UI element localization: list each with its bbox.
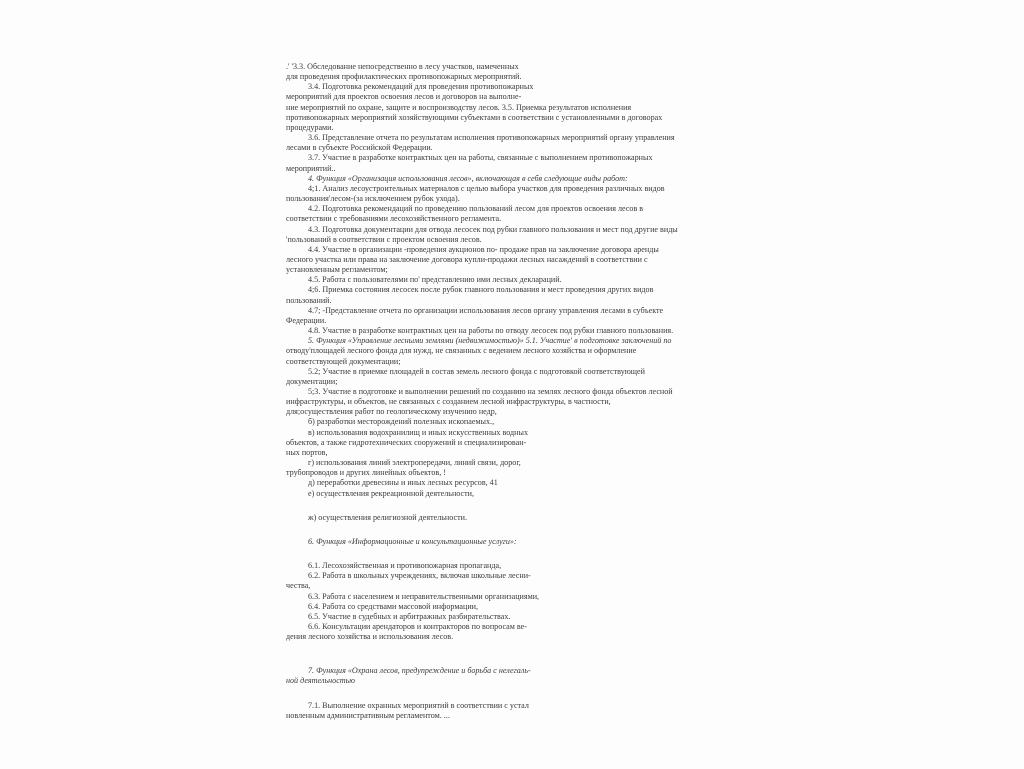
text-line: мероприятий для проектов освоения лесов и договоров на выполне-	[286, 92, 522, 102]
text-line: 4;1. Анализ лесоустроительных материалов с целью выбора участков для проведения различных видов	[308, 183, 665, 193]
text-line: трубопроводов и других линейных объектов, !	[286, 468, 446, 478]
text-line: лесами в субъекте Российской Федерации.	[286, 143, 433, 153]
text-line: 4.5. Работа с пользователями по' представлению ими лесных деклараций.	[308, 275, 562, 285]
line-gap	[286, 499, 738, 513]
text-line: 5.2; Участие в приемке площадей в состав земель лесного фонда с подготовкой соответствующей	[308, 366, 645, 376]
text-line: г) использования линий электропередачи, линий связи, дорог,	[308, 458, 521, 468]
text-line: е) осуществления рекреационной деятельности,	[308, 488, 475, 498]
text-line: 3.7. Участие в разработке контрактных цен на работы, связанные с выполнением противопожарных	[308, 153, 653, 163]
text-line: ние мероприятий по охране, защите и воспроизводству лесов. 3.5. Приемка результатов исполнения	[286, 102, 632, 112]
line-gap	[286, 642, 738, 666]
text-line: 4.3. Подготовка документации для отвода лесосек под рубки главного пользования и мест под другие виды	[308, 224, 678, 234]
text-line: 4.2. Подготовка рекомендаций по проведению пользований лесом для проектов освоения лесов в	[308, 204, 644, 214]
text-line: 6.4. Работа со средствами массовой информации,	[308, 601, 478, 611]
text-line: 7.1. Выполнение охранных мероприятий в соответствии с устал	[308, 700, 529, 710]
line-gap	[286, 687, 738, 701]
text-line: 6.1. Лесохозяйственная и противопожарная пропаганда,	[308, 561, 502, 571]
text-line: 4. Функция «Организация использования лесов», включающая в себя следующие виды работ:	[308, 173, 628, 183]
text-line: Федерации.	[286, 315, 327, 325]
text-line: дения лесного хозяйства и использования лесов.	[286, 632, 454, 642]
text-line: 3.6. Представление отчета по результатам исполнения противопожарных мероприятий органу управления	[308, 133, 675, 143]
document-text	[286, 62, 738, 721]
text-line: инфраструктуры, и объектов, не связанных с созданием лесной инфраструктуры, в частности,	[286, 397, 611, 407]
line-gap	[286, 547, 738, 561]
text-line: 6.2. Работа в школьных учреждениях, включая школьные лесни-	[308, 571, 531, 581]
text-line: 6. Функция «Информационные и консультационные услуги»:	[308, 536, 517, 546]
text-line: ной деятельностью	[286, 676, 356, 686]
text-line: соответствующей документации;	[286, 356, 401, 366]
text-line: противопожарных мероприятий хозяйствующими субъектами в соответствии с установленными в договорах	[286, 112, 663, 122]
text-line: б) разработки месторождений полезных ископаемых.,	[308, 417, 495, 427]
text-line: пользования'лесом-(за исключением рубок ухода).	[286, 194, 460, 204]
text-line: 4.4. Участие в организации -проведения аукционов по- продаже прав на заключение договора аренды	[308, 244, 659, 254]
text-line: чества,	[286, 581, 311, 591]
text-line: 7. Функция «Охрана лесов, предупреждение и борьба с нелегаль-	[308, 666, 531, 676]
text-line: для;осуществления работ по геологическому изучению недр,	[286, 407, 497, 417]
text-line: новленным административным регламентом. ...	[286, 710, 450, 720]
text-line: ж) осуществления религиозной деятельности.	[308, 512, 467, 522]
text-line: объектов, а также гидротехнических сооружений и специализирован-	[286, 437, 527, 447]
text-line: мероприятий..	[286, 163, 336, 173]
text-line: отводу'площадей лесного фонда для нужд, не связанных с ведением лесного хозяйства и оформление	[286, 346, 637, 356]
text-line: д) переработки древесины и иных лесных ресурсов, 41	[308, 478, 498, 488]
text-line: 3.4. Подготовка рекомендаций для проведения противопожарных	[308, 82, 534, 92]
text-line: .' '3.3. Обследование непосредственно в лесу участков, намеченных	[286, 62, 519, 71]
text-line: процедурами.	[286, 122, 334, 132]
line-gap	[286, 523, 738, 537]
text-line: 6.3. Работа с населением и неправительственными организациями,	[308, 591, 540, 601]
text-line: документации;	[286, 376, 338, 386]
text-line: в) использования водохранилищ и иных искусственных водных	[308, 427, 528, 437]
text-line: 6.6. Консультации арендаторов и контракторов по вопросам ве-	[308, 621, 527, 631]
text-line: 4;6. Приемка состояния лесосек после рубок главного пользования и мест проведения других видов	[308, 285, 654, 295]
text-line: для проведения профилактических противопожарных мероприятий.	[286, 72, 522, 82]
text-line: 5;3. Участие в подготовке и выполнении решений по созданию на землях лесного фонда объектов лесной	[308, 387, 673, 396]
text-line: 6.5. Участие в судебных и арбитражных разбирательствах.	[308, 611, 511, 621]
text-line: лесного участка или права на заключение договора купли-продажи лесных насаждений в соответствии с	[286, 254, 648, 264]
text-line: пользований.	[286, 295, 332, 305]
text-line: 4.8. Участие в разработке контрактных цен на работы по отводу лесосек под рубки главного пользования.	[308, 326, 674, 336]
text-line: соответствии с требованиями лесохозяйственного регламента.	[286, 214, 502, 224]
text-line: 'пользований в соответствии с проектом освоения лесов.	[286, 234, 482, 244]
text-line: установленным регламентом;	[286, 265, 388, 275]
text-line: 4.7; -Представление отчета по организации использования лесов органу управления лесами в субъекте	[308, 305, 664, 315]
text-line: ных портов,	[286, 447, 328, 457]
text-line: 5. Функция «Управление лесными землями (недвижимостью)» 5.1. Участие' в подготовке заключений по	[308, 336, 672, 346]
